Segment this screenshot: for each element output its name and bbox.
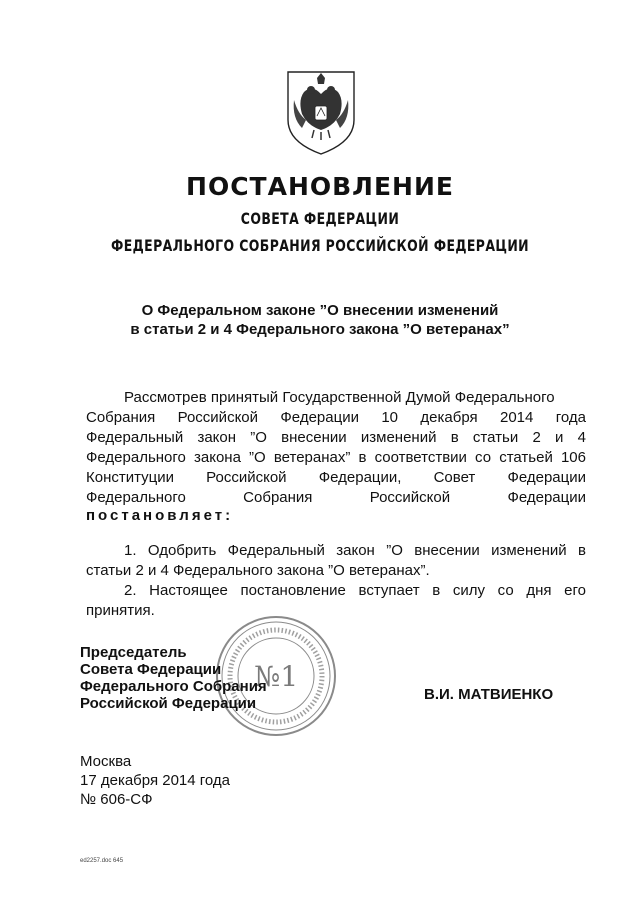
preamble-line-3: Федеральный закон ”О внесении изменений в статьи 2 и 4 <box>86 429 586 446</box>
double-headed-eagle-icon <box>284 70 358 156</box>
preamble-line-4: Федерального закона ”О ветеранах” в соответствии со статьей 106 <box>86 449 586 466</box>
document-date: 17 декабря 2014 года <box>80 772 231 789</box>
round-seal-stamp-icon <box>214 614 338 738</box>
preamble-line-6: Федерального Собрания Российской Федерации <box>86 489 586 506</box>
seal-number: №1 <box>253 660 299 693</box>
item-1-line-2: статьи 2 и 4 Федерального закона ”О ветеранах”. <box>86 562 430 579</box>
issuing-body-line-1: СОВЕТА ФЕДЕРАЦИИ <box>240 209 400 228</box>
document-number: № 606-СФ <box>80 791 153 808</box>
preamble-line-5: Конституции Российской Федерации, Совет Федерации <box>86 469 586 486</box>
signer-position-line-2: Совета Федерации <box>80 661 222 678</box>
signer-name: В.И. МАТВИЕНКО <box>424 686 554 703</box>
preamble-line-2: Собрания Российской Федерации 10 декабря 2014 года <box>86 409 586 426</box>
item-1-line-1: 1. Одобрить Федеральный закон ”О внесении изменений в <box>124 542 586 559</box>
resolves-word: постановляет: <box>86 507 234 524</box>
coat-of-arms-emblem <box>284 70 358 156</box>
issuing-body-line-2: ФЕДЕРАЛЬНОГО СОБРАНИЯ РОССИЙСКОЙ ФЕДЕРАЦИИ <box>110 236 530 255</box>
subject-line-1: О Федеральном законе ”О внесении изменений <box>141 302 499 319</box>
place-city: Москва <box>80 753 132 770</box>
file-code: ed2257.doc 645 <box>80 858 124 864</box>
item-2-line-1: 2. Настоящее постановление вступает в силу со дня его <box>124 582 586 599</box>
item-2-line-2: принятия. <box>86 602 155 619</box>
official-seal <box>214 614 338 738</box>
preamble-line-1: Рассмотрев принятый Государственной Думой Федерального <box>124 389 555 406</box>
document-title: ПОСТАНОВЛЕНИЕ <box>186 172 454 201</box>
signer-position-line-1: Председатель <box>80 644 187 661</box>
subject-line-2: в статьи 2 и 4 Федерального закона ”О ветеранах” <box>130 321 510 338</box>
signer-position-line-3: Федерального Собрания <box>80 678 267 695</box>
signer-position-line-4: Российской Федерации <box>80 695 257 712</box>
